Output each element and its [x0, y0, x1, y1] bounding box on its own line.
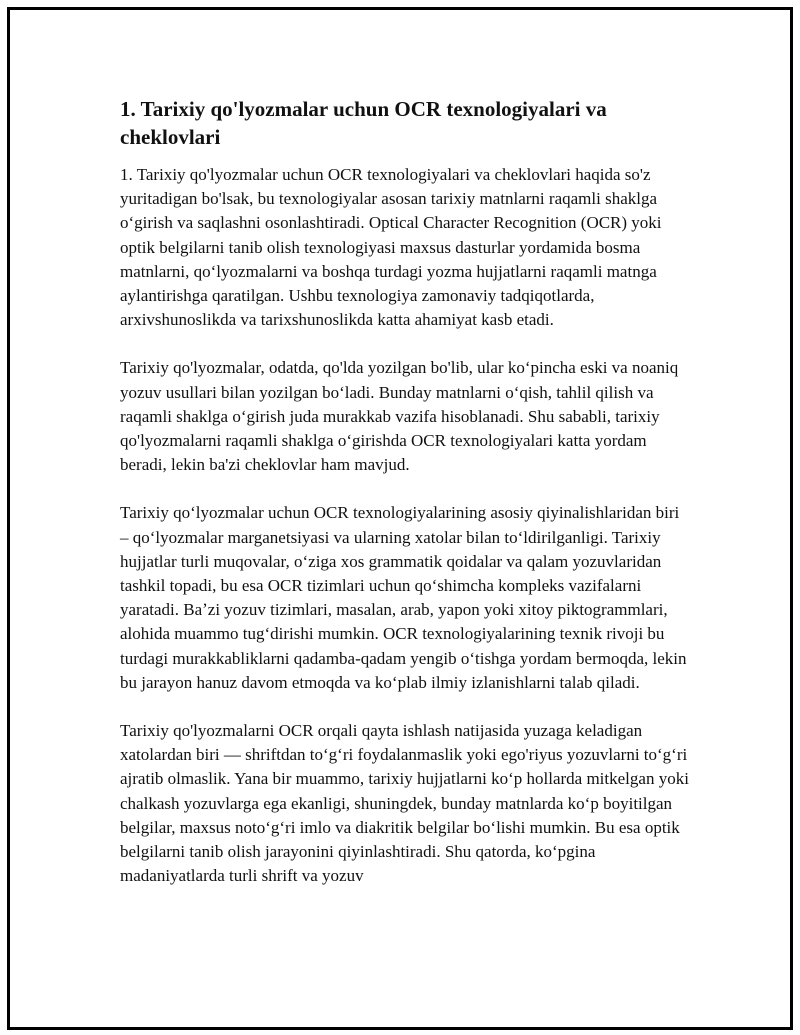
paragraph-4: Tarixiy qo'lyozmalarni OCR orqali qayta ishlash natijasida yuzaga keladigan xatolardan biri — shriftdan toʻgʻri foydalanmaslik yoki ego'riyus yozuvlarni toʻgʻri ajratib olmaslik. Yana bir muammo, tarixiy hujjatlarni koʻp hollarda mitkelgan yoki chalkash yozuvlarga ega ekanligi, shuningdek, bunday matnlarda koʻp boyitilgan belgilar, maxsus notoʻgʻri imlo va diakritik belgilar boʻlishi mumkin. Bu esa optik belgilarni tanib olish jarayonini qiyinlashtiradi. Shu qatorda, koʻpgina madaniyatlarda turli shrift va yozuv [120, 721, 689, 886]
document-body [120, 95, 690, 912]
document-heading: 1. Tarixiy qo'lyozmalar uchun OCR texnologiyalari va cheklovlari [120, 97, 607, 149]
paragraph-2: Tarixiy qo'lyozmalar, odatda, qo'lda yozilgan bo'lib, ular koʻpincha eski va noaniq yozuv usullari bilan yozilgan boʻladi. Bunday matnlarni oʻqish, tahlil qilish va raqamli shaklga oʻgirish juda murakkab vazifa hisoblanadi. Shu sababli, tarixiy qo'lyozmalarni raqamli shaklga oʻgirishda OCR texnologiyalari katta yordam beradi, lekin ba'zi cheklovlar ham mavjud. [120, 358, 679, 475]
paragraph-1: 1. Tarixiy qo'lyozmalar uchun OCR texnologiyalari va cheklovlari haqida so'z yuritadigan bo'lsak, bu texnologiyalar asosan tarixiy matnlarni raqamli shaklga oʻgirish va saqlashni osonlashtiradi. Optical Character Recognition (OCR) yoki optik belgilarni tanib olish texnologiyasi maxsus dasturlar yordamida bosma matnlarni, qoʻlyozmalarni va boshqa turdagi yozma hujjatlarni raqamli matnga aylantirishga qaratilgan. Ushbu texnologiya zamonaviy tadqiqotlarda, arxivshunoslikda va tarixshunoslikda katta ahamiyat kasb etadi. [120, 165, 662, 330]
paragraph-3: Tarixiy qoʻlyozmalar uchun OCR texnologiyalarining asosiy qiyinalishlaridan biri – qoʻlyozmalar marganetsiyasi va ularning xatolar bilan toʻldirilganligi. Tarixiy hujjatlar turli muqovalar, oʻziga xos grammatik qoidalar va qalam yozuvlaridan tashkil topadi, bu esa OCR tizimlari uchun qoʻshimcha kompleks vazifalarni yaratadi. Baʼzi yozuv tizimlari, masalan, arab, yapon yoki xitoy piktogrammlari, alohida muammo tugʻdirishi mumkin. OCR texnologiyalarining texnik rivoji bu turdagi murakkabliklarni qadamba-qadam yengib oʻtishga yordam bermoqda, lekin bu jarayon hanuz davom etmoqda va koʻplab ilmiy izlanishlarni talab qiladi. [120, 503, 687, 692]
page-frame [7, 7, 793, 1030]
